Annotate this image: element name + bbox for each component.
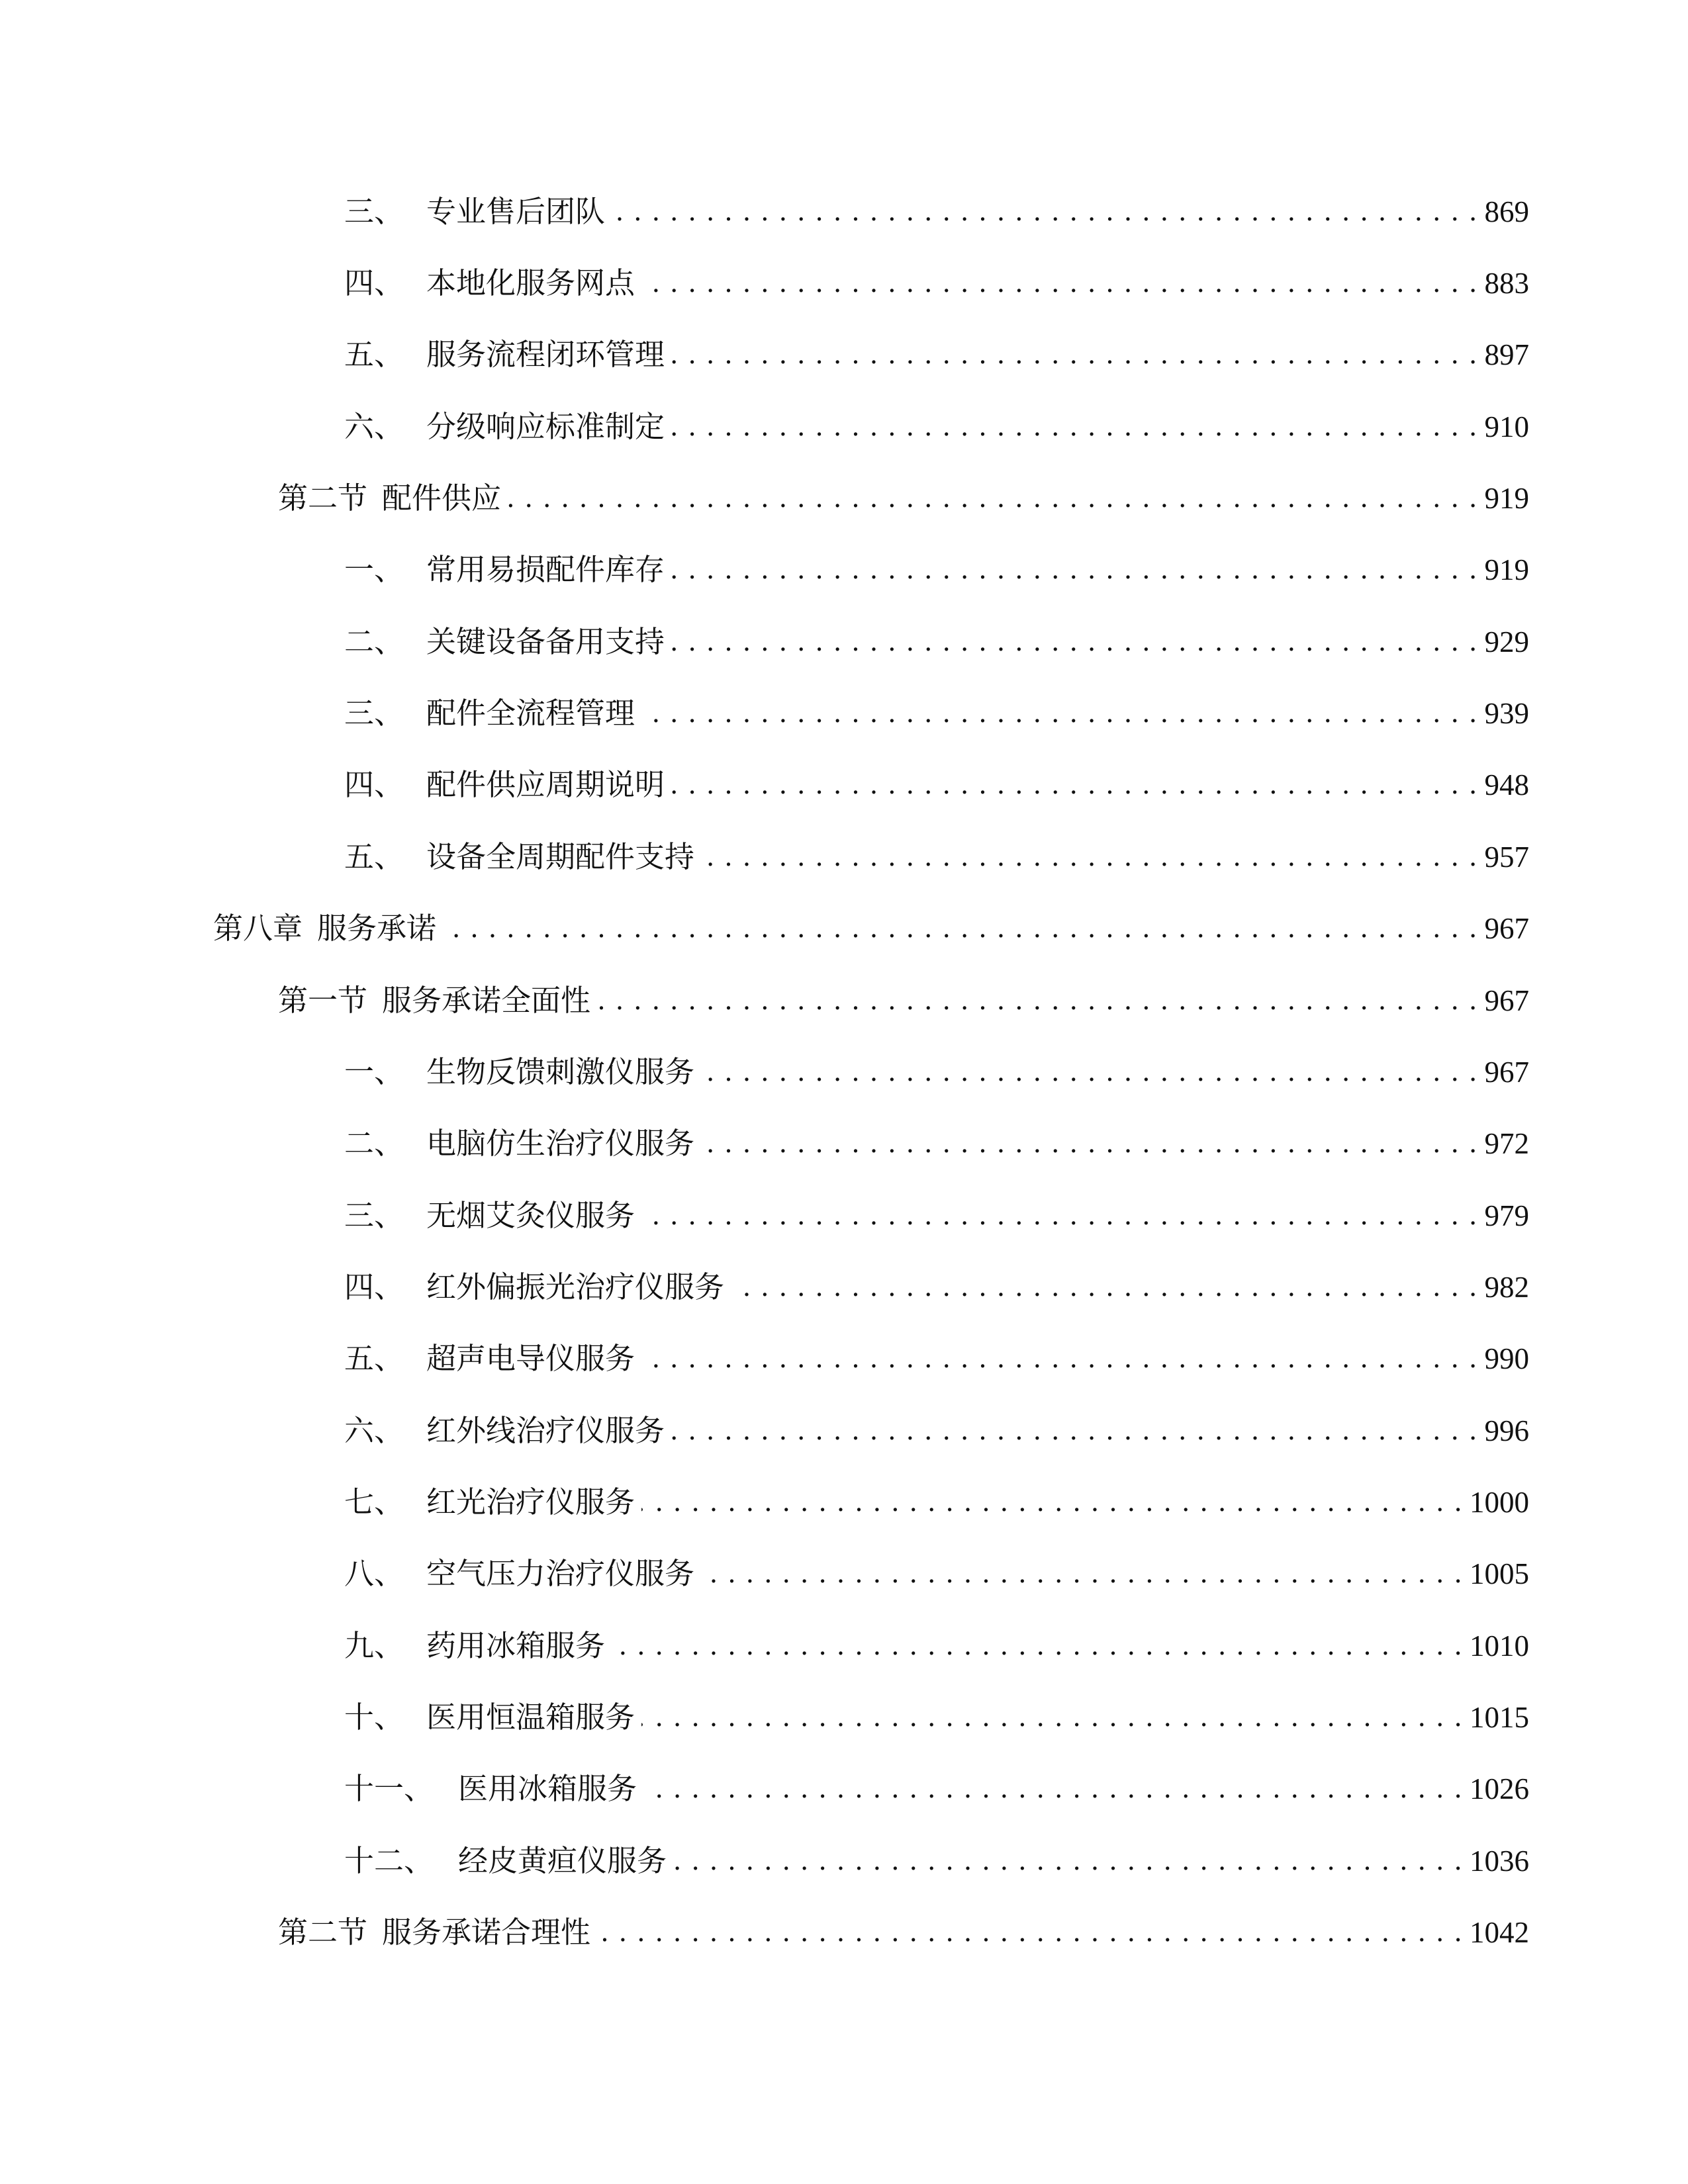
toc-entry — [344, 1124, 1529, 1163]
toc-entry-title: 配件供应周期说明 — [426, 767, 665, 802]
toc-entry-page: 883 — [1484, 267, 1529, 300]
toc-entry-number: 第八章 — [213, 911, 303, 946]
toc-entry-number: 七、 — [344, 1484, 404, 1520]
dot-leader — [641, 1196, 1477, 1236]
toc-entry-page: 979 — [1484, 1199, 1529, 1232]
toc-entry-number: 第二节 — [278, 480, 368, 516]
toc-entry-page: 1010 — [1470, 1629, 1529, 1662]
toc-entry — [344, 1626, 1529, 1666]
dot-leader — [671, 765, 1477, 805]
dot-leader — [671, 407, 1477, 447]
toc-entry-page: 1026 — [1470, 1772, 1529, 1805]
toc-entry-page: 1015 — [1470, 1701, 1529, 1734]
toc-entry-number: 第一节 — [278, 983, 368, 1018]
toc-entry-number: 二、 — [344, 624, 404, 659]
toc-entry-number: 四、 — [344, 1269, 404, 1304]
toc-entry — [344, 1339, 1529, 1379]
toc-entry — [344, 1196, 1529, 1236]
toc-entry-title: 设备全周期配件支持 — [426, 839, 695, 874]
toc-section-entry — [278, 981, 1529, 1021]
dot-leader — [671, 550, 1477, 590]
dot-leader — [671, 622, 1477, 662]
toc-entry-number: 三、 — [344, 1198, 404, 1233]
toc-entry-title: 经皮黄疸仪服务 — [458, 1843, 667, 1878]
dot-leader — [612, 1626, 1463, 1666]
toc-entry-title: 关键设备备用支持 — [426, 624, 665, 659]
toc-entry-number: 五、 — [344, 839, 404, 874]
toc-entry — [344, 622, 1529, 662]
toc-entry — [344, 837, 1529, 877]
dot-leader — [612, 192, 1477, 232]
dot-leader — [641, 1698, 1463, 1737]
toc-entry-title: 分级响应标准制定 — [426, 409, 665, 444]
toc-entry — [344, 192, 1529, 232]
toc-entry-number: 六、 — [344, 1413, 404, 1448]
toc-entry — [344, 1267, 1529, 1307]
toc-entry-page: 982 — [1484, 1271, 1529, 1304]
toc-section-entry — [278, 478, 1529, 518]
toc-entry-title: 电脑仿生治疗仪服务 — [426, 1126, 695, 1161]
toc-entry-number: 十二、 — [344, 1843, 434, 1878]
toc-entry-page: 948 — [1484, 768, 1529, 801]
toc-entry-title: 配件全流程管理 — [426, 696, 635, 731]
toc-entry-title: 无烟艾灸仪服务 — [426, 1198, 635, 1233]
dot-leader — [701, 1124, 1477, 1163]
toc-entry-number: 九、 — [344, 1628, 404, 1663]
toc-entry-title: 红光治疗仪服务 — [426, 1484, 635, 1520]
toc-entry-title: 生物反馈刺激仪服务 — [426, 1054, 695, 1089]
toc-entry-number: 四、 — [344, 767, 404, 802]
dot-leader — [673, 1841, 1463, 1881]
toc-entry-page: 957 — [1484, 841, 1529, 874]
toc-entry-title: 服务流程闭环管理 — [426, 337, 665, 372]
dot-leader — [701, 1554, 1463, 1594]
toc-entry-page: 869 — [1484, 195, 1529, 228]
toc-entry-title: 专业售后团队 — [426, 194, 606, 229]
toc-entry-title: 本地化服务网点 — [426, 265, 635, 300]
dot-leader — [671, 1411, 1477, 1451]
toc-entry-number: 三、 — [344, 194, 404, 229]
toc-entry — [344, 765, 1529, 805]
toc-entry-number: 三、 — [344, 696, 404, 731]
dot-leader — [643, 1769, 1463, 1809]
toc-entry-title: 超声电导仪服务 — [426, 1341, 635, 1376]
toc-entry-page: 919 — [1484, 553, 1529, 586]
dot-leader — [597, 1913, 1463, 1952]
dot-leader — [508, 478, 1477, 518]
toc-entry-number: 五、 — [344, 1341, 404, 1376]
toc-entry-number: 四、 — [344, 265, 404, 300]
dot-leader — [641, 694, 1477, 733]
toc-entry-title: 服务承诺 — [317, 911, 437, 946]
toc-entry-page: 1042 — [1470, 1916, 1529, 1949]
toc-entry-page: 929 — [1484, 625, 1529, 659]
toc-entry-number: 十一、 — [344, 1771, 434, 1806]
toc-entry-page: 1036 — [1470, 1844, 1529, 1878]
toc-entry-title: 服务承诺全面性 — [382, 983, 591, 1018]
toc-entry — [344, 550, 1529, 590]
toc-entry — [344, 694, 1529, 733]
toc-entry-title: 常用易损配件库存 — [426, 552, 665, 587]
toc-entry-title: 医用恒温箱服务 — [426, 1700, 635, 1735]
toc-entry — [344, 335, 1529, 375]
toc-entry-number: 六、 — [344, 409, 404, 444]
toc-entry-page: 967 — [1484, 1056, 1529, 1089]
toc-entry-title: 药用冰箱服务 — [426, 1628, 606, 1663]
dot-leader — [443, 909, 1477, 948]
toc-entry — [344, 1554, 1529, 1594]
toc-entry-page: 919 — [1484, 482, 1529, 515]
toc-entry-title: 配件供应 — [382, 480, 502, 516]
dot-leader — [641, 263, 1477, 303]
toc-entry-number: 五、 — [344, 337, 404, 372]
toc-entry-page: 990 — [1484, 1342, 1529, 1375]
toc-entry-number: 第二节 — [278, 1915, 368, 1950]
toc-entry-title: 医用冰箱服务 — [458, 1771, 637, 1806]
dot-leader — [701, 1052, 1477, 1092]
toc-entry-title: 服务承诺合理性 — [382, 1915, 591, 1950]
toc-entry — [344, 407, 1529, 447]
toc-entry — [344, 1482, 1529, 1522]
toc-entry — [344, 1769, 1529, 1809]
dot-leader — [641, 1339, 1477, 1379]
toc-entry-page: 939 — [1484, 697, 1529, 730]
toc-entry-number: 一、 — [344, 552, 404, 587]
toc-entry — [344, 1052, 1529, 1092]
toc-entry-number: 十、 — [344, 1700, 404, 1735]
toc-entry-number: 二、 — [344, 1126, 404, 1161]
toc-entry-page: 972 — [1484, 1127, 1529, 1160]
toc-entry — [344, 1698, 1529, 1737]
toc-entry-number: 八、 — [344, 1556, 404, 1591]
toc-section-entry — [278, 1913, 1529, 1952]
toc-entry-page: 897 — [1484, 338, 1529, 371]
toc-entry — [344, 263, 1529, 303]
dot-leader — [701, 837, 1477, 877]
dot-leader — [731, 1267, 1477, 1307]
toc-entry-title: 空气压力治疗仪服务 — [426, 1556, 695, 1591]
toc-entry-page: 1000 — [1470, 1486, 1529, 1519]
toc-chapter-entry — [213, 909, 1529, 948]
toc-entry-number: 一、 — [344, 1054, 404, 1089]
toc-entry — [344, 1411, 1529, 1451]
dot-leader — [641, 1482, 1463, 1522]
toc-entry-page: 1005 — [1470, 1557, 1529, 1590]
toc-entry-title: 红外线治疗仪服务 — [426, 1413, 665, 1448]
toc-entry-page: 996 — [1484, 1414, 1529, 1447]
toc-entry-page: 910 — [1484, 410, 1529, 443]
dot-leader — [671, 335, 1477, 375]
toc-entry — [344, 1841, 1529, 1881]
toc-entry-page: 967 — [1484, 912, 1529, 945]
dot-leader — [597, 981, 1477, 1021]
toc-entry-title: 红外偏振光治疗仪服务 — [426, 1269, 725, 1304]
toc-entry-page: 967 — [1484, 984, 1529, 1017]
